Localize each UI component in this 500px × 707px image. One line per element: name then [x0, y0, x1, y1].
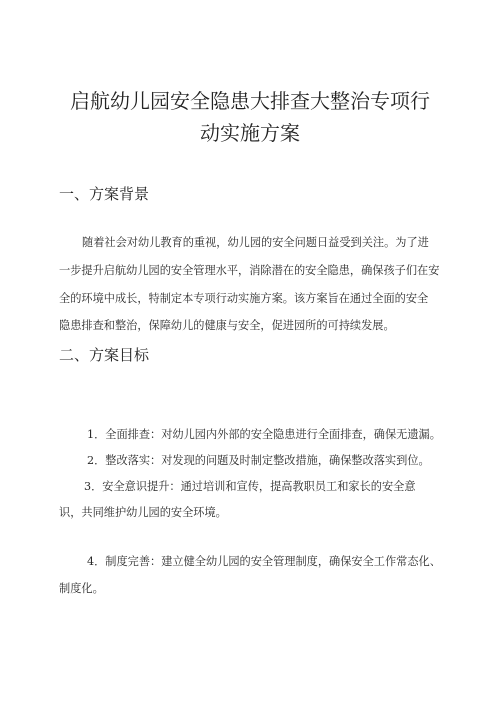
- section-heading-goals: 二、方案目标: [59, 346, 150, 364]
- list-item: 4．制度完善：建立健全幼儿园的安全管理制度，确保安全工作常态化、: [87, 555, 441, 568]
- paragraph-line: 随着社会对幼儿教育的重视，幼儿园的安全问题日益受到关注。为了进: [82, 236, 429, 249]
- paragraph-line: 隐患排查和整治，保障幼儿的健康与安全，促进园所的可持续发展。: [59, 319, 395, 332]
- section-heading-background: 一、方案背景: [59, 185, 150, 203]
- paragraph-line: 全的环境中成长，特制定本专项行动实施方案。该方案旨在通过全面的安全: [59, 292, 429, 305]
- document-title-line-2: 动实施方案: [200, 121, 300, 145]
- list-item-continuation: 识，共同维护幼儿园的安全环境。: [59, 506, 227, 519]
- list-item: 2．整改落实：对发现的问题及时制定整改措施，确保整改落实到位。: [87, 454, 430, 467]
- list-item: 1．全面排查：对幼儿园内外部的安全隐患进行全面排查，确保无遗漏。: [87, 428, 441, 441]
- paragraph-line: 一步提升启航幼儿园的安全管理水平，消除潜在的安全隐患，确保孩子们在安: [59, 264, 440, 277]
- list-item: 3．安全意识提升：通过培训和宣传，提高教职员工和家长的安全意: [84, 480, 416, 493]
- list-item-continuation: 制度化。: [59, 582, 104, 595]
- document-title-line-1: 启航幼儿园安全隐患大排查大整治专项行: [70, 89, 430, 113]
